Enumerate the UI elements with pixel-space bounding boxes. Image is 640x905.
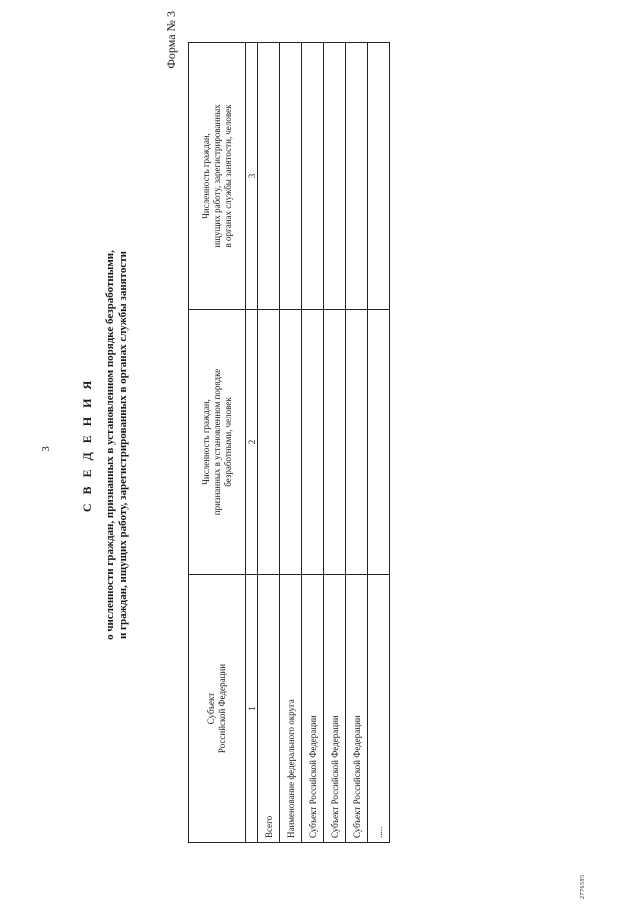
column-number: 2	[246, 310, 258, 575]
page-number: 3	[40, 446, 52, 452]
header-text: признанных в установленном порядке	[211, 368, 222, 516]
header-text: Российской Федерации	[217, 663, 227, 754]
table-row	[280, 43, 302, 843]
table-header-row	[189, 43, 246, 843]
header-text: ищущих работу, зарегистрированных	[211, 104, 222, 248]
value-cell	[258, 43, 280, 310]
header-cell-job-seekers	[189, 43, 246, 310]
header-text: Численность граждан,	[200, 399, 211, 485]
value-cell	[346, 43, 368, 310]
row-label: Субъект Российской Федерации	[346, 575, 368, 843]
value-cell	[368, 310, 390, 575]
document-code: 2776595	[580, 874, 586, 899]
header-text: Субъект	[206, 692, 216, 725]
column-number-row	[246, 43, 258, 843]
subtitle-line-1: о численности граждан, признанных в установленном порядке безработными,	[104, 250, 116, 640]
header-text: безработными, человек	[222, 397, 233, 487]
table-row	[324, 43, 346, 843]
column-number: 3	[246, 43, 258, 310]
value-cell	[368, 43, 390, 310]
row-label: Наименование федерального округа	[280, 575, 302, 843]
value-cell	[280, 43, 302, 310]
column-number: 1	[246, 575, 258, 843]
value-cell	[258, 310, 280, 575]
header-text: Численность граждан,	[200, 133, 211, 219]
table-row	[346, 43, 368, 843]
table-row	[368, 43, 390, 843]
row-label: Субъект Российской Федерации	[324, 575, 346, 843]
header-cell-unemployed	[189, 310, 246, 575]
value-cell	[280, 310, 302, 575]
row-label: Всего	[258, 575, 280, 843]
table-row	[258, 43, 280, 843]
value-cell	[302, 310, 324, 575]
value-cell	[346, 310, 368, 575]
document-subtitle	[104, 85, 130, 805]
row-label: .....	[368, 575, 390, 843]
row-label: Субъект Российской Федерации	[302, 575, 324, 843]
header-cell-region	[189, 575, 246, 843]
document-title: С В Е Д Е Н И Я	[80, 377, 94, 513]
table-row	[302, 43, 324, 843]
subtitle-line-2: и граждан, ищущих работу, зарегистрированных в органах службы занятости	[117, 250, 129, 640]
value-cell	[324, 43, 346, 310]
value-cell	[324, 310, 346, 575]
value-cell	[302, 43, 324, 310]
statistics-table	[188, 42, 390, 843]
form-number-label: Форма № 3	[164, 11, 178, 69]
header-text: в органах службы занятости, человек	[222, 104, 233, 248]
